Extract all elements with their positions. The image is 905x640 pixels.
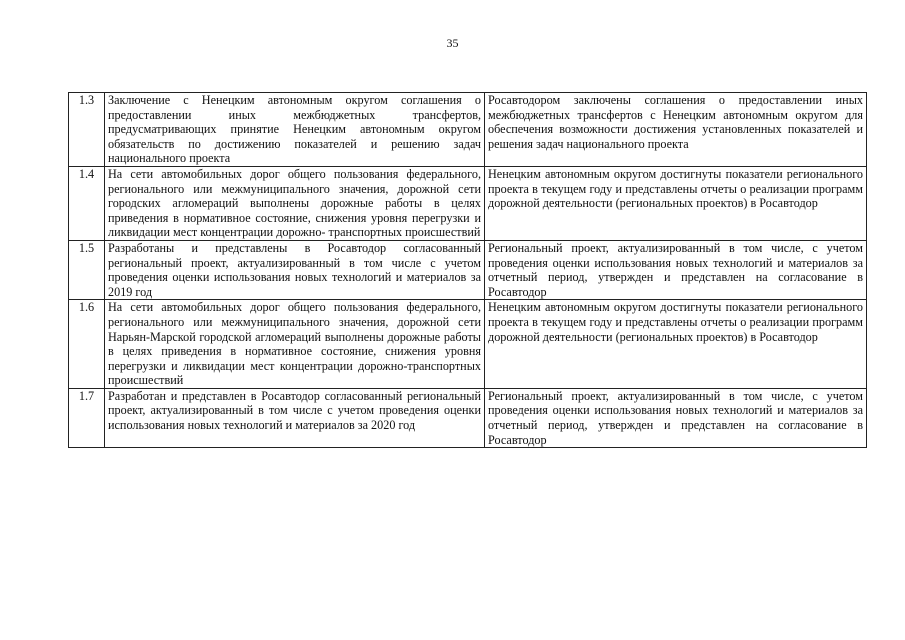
row-number: 1.3	[69, 93, 105, 167]
table-row	[69, 388, 867, 447]
event-cell: Заключение с Ненецким автономным округом соглашения о предоставлении иных межбюджетных трансфертов, предусматривающих принятие Ненецким автономным округом обязательств по достижению показателей и решению задач национального проекта	[105, 93, 485, 167]
measures-table	[68, 92, 867, 448]
table-row	[69, 93, 867, 167]
table-row	[69, 300, 867, 389]
result-cell: Региональный проект, актуализированный в том числе, с учетом проведения оценки использования новых технологий и материалов за отчетный период, утвержден и представлен на согласование в Росавтодор	[485, 388, 867, 447]
result-cell: Росавтодором заключены соглашения о предоставлении иных межбюджетных трансфертов с Ненецким автономным округом для обеспечения возможности достижения установленных показателей и решения задач национального проекта	[485, 93, 867, 167]
result-cell: Ненецким автономным округом достигнуты показатели регионального проекта в текущем году и представлены отчеты о реализации программ дорожной деятельности (региональных проектов) в Росавтодор	[485, 300, 867, 389]
row-number: 1.7	[69, 388, 105, 447]
event-cell: Разработаны и представлены в Росавтодор согласованный региональный проект, актуализированный в том числе с учетом проведения оценки использования новых технологий и материалов за 2019 год	[105, 240, 485, 299]
event-cell: На сети автомобильных дорог общего пользования федерального, регионального или межмуниципального значения, дорожной сети городских агломераций выполнены дорожные работы в целях приведения в нормативное состояние, снижения уровня перегрузки и ликвидации мест концентрации дорожно- транспортных происшествий	[105, 166, 485, 240]
row-number: 1.6	[69, 300, 105, 389]
row-number: 1.4	[69, 166, 105, 240]
row-number: 1.5	[69, 240, 105, 299]
table-row	[69, 240, 867, 299]
page-number: 35	[446, 36, 459, 50]
event-cell: Разработан и представлен в Росавтодор согласованный региональный проект, актуализированный в том числе с учетом проведения оценки использования новых технологий и материалов за 2020 год	[105, 388, 485, 447]
result-cell: Региональный проект, актуализированный в том числе, с учетом проведения оценки использования новых технологий и материалов за отчетный период, утвержден и представлен на согласование в Росавтодор	[485, 240, 867, 299]
result-cell: Ненецким автономным округом достигнуты показатели регионального проекта в текущем году и представлены отчеты о реализации программ дорожной деятельности (региональных проектов) в Росавтодор	[485, 166, 867, 240]
table-row	[69, 166, 867, 240]
event-cell: На сети автомобильных дорог общего пользования федерального, регионального или межмуниципального значения, дорожной сети Нарьян-Марской городской агломераций выполнены дорожные работы в целях приведения в нормативное состояние, снижения уровня перегрузки и ликвидации мест концентрации дорожно-транспортных происшествий	[105, 300, 485, 389]
